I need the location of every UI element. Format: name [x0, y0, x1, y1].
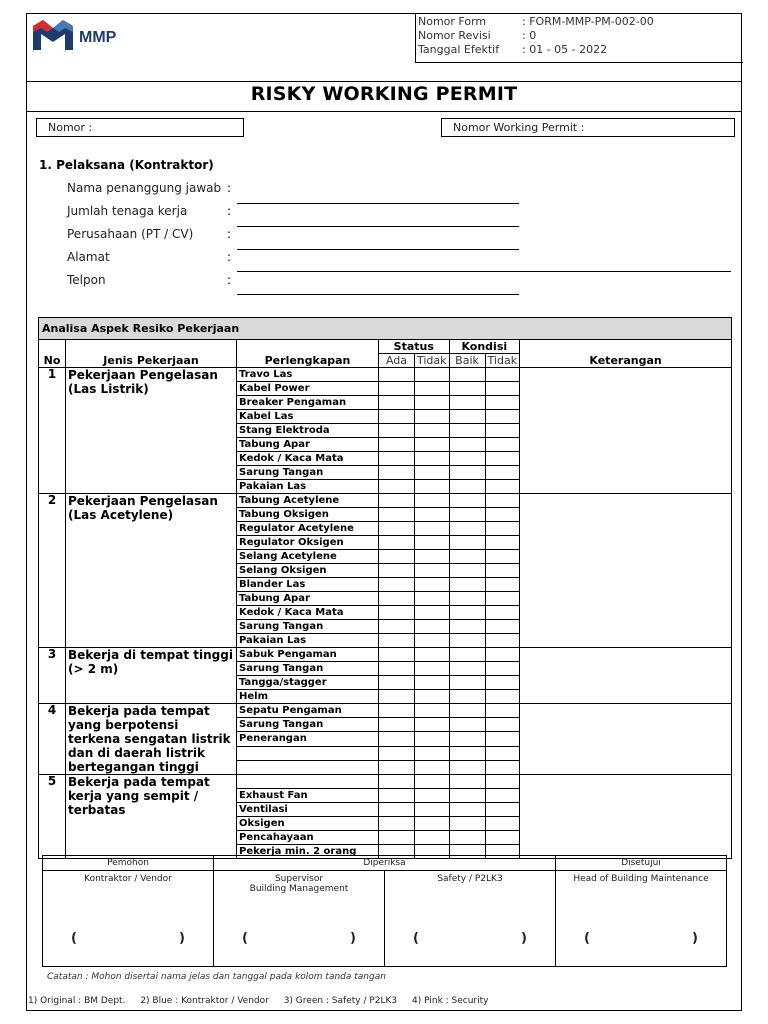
copy-original: 1) Original : BM Dept. — [28, 996, 126, 1006]
disetujui-header: Disetujui — [556, 856, 727, 871]
equipment-item: Travo Las — [237, 368, 379, 382]
input-perusahaan[interactable] — [237, 249, 519, 250]
keterangan-cell[interactable] — [520, 648, 732, 704]
equipment-item: Pekerja min. 2 orang — [237, 845, 379, 859]
status-tidak-cell[interactable] — [415, 662, 450, 676]
status-ada-cell[interactable] — [379, 592, 415, 606]
copy-blue: 2) Blue : Kontraktor / Vendor — [140, 996, 269, 1006]
table-row — [39, 494, 732, 508]
label-jumlah-tenaga-kerja: Jumlah tenaga kerja — [67, 204, 188, 218]
kondisi-baik-cell[interactable] — [449, 410, 485, 424]
equipment-item: Penerangan — [237, 732, 379, 746]
status-ada-cell[interactable] — [379, 480, 415, 494]
kondisi-baik-cell[interactable] — [449, 550, 485, 564]
kondisi-tidak-cell[interactable] — [485, 410, 520, 424]
status-tidak-cell[interactable] — [415, 508, 450, 522]
equipment-item: Kabel Power — [237, 382, 379, 396]
status-tidak-cell[interactable] — [415, 452, 450, 466]
kondisi-tidak-cell[interactable] — [485, 690, 520, 704]
keterangan-cell[interactable] — [520, 368, 732, 494]
col-header-status: Status — [379, 340, 450, 354]
equipment-item: Helm — [237, 690, 379, 704]
kondisi-tidak-cell[interactable] — [485, 718, 520, 732]
divider — [27, 81, 741, 82]
status-tidak-cell[interactable] — [415, 789, 450, 803]
kondisi-tidak-cell[interactable] — [485, 831, 520, 845]
equipment-item: Regulator Acetylene — [237, 522, 379, 536]
kondisi-baik-cell[interactable] — [449, 690, 485, 704]
kondisi-baik-cell[interactable] — [449, 789, 485, 803]
status-tidak-cell[interactable] — [415, 522, 450, 536]
col-header-perlengkapan: Perlengkapan — [237, 340, 379, 368]
status-ada-cell[interactable] — [379, 522, 415, 536]
meta-effective-date: Tanggal Efektif : 01 - 05 - 2022 — [418, 43, 608, 56]
label-alamat: Alamat — [67, 250, 110, 264]
form-meta-box — [415, 13, 743, 63]
company-logo — [31, 18, 141, 54]
kondisi-tidak-cell[interactable] — [485, 382, 520, 396]
job-type: Bekerja di tempat tinggi (> 2 m) — [66, 648, 237, 704]
kondisi-baik-cell[interactable] — [449, 494, 485, 508]
status-tidak-cell[interactable] — [415, 718, 450, 732]
kondisi-tidak-cell[interactable] — [485, 620, 520, 634]
status-ada-cell[interactable] — [379, 382, 415, 396]
equipment-item: Sarung Tangan — [237, 662, 379, 676]
kondisi-baik-cell[interactable] — [449, 536, 485, 550]
equipment-item: Sabuk Pengaman — [237, 648, 379, 662]
status-ada-cell[interactable] — [379, 452, 415, 466]
table-title: Analisa Aspek Resiko Pekerjaan — [39, 318, 732, 340]
kondisi-tidak-cell[interactable] — [485, 592, 520, 606]
status-ada-cell[interactable] — [379, 760, 415, 774]
keterangan-cell[interactable] — [520, 494, 732, 648]
status-tidak-cell[interactable] — [415, 775, 450, 789]
kondisi-baik-cell[interactable] — [449, 732, 485, 746]
status-tidak-cell[interactable] — [415, 396, 450, 410]
status-tidak-cell[interactable] — [415, 578, 450, 592]
kondisi-baik-cell[interactable] — [449, 452, 485, 466]
kondisi-tidak-cell[interactable] — [485, 578, 520, 592]
status-tidak-cell[interactable] — [415, 368, 450, 382]
keterangan-cell[interactable] — [520, 775, 732, 859]
kondisi-tidak-cell[interactable] — [485, 648, 520, 662]
status-ada-cell[interactable] — [379, 494, 415, 508]
equipment-item: Breaker Pengaman — [237, 396, 379, 410]
risk-analysis-table — [38, 317, 732, 859]
kondisi-baik-cell[interactable] — [449, 368, 485, 382]
status-tidak-cell[interactable] — [415, 606, 450, 620]
job-type: Pekerjaan Pengelasan (Las Acetylene) — [66, 494, 237, 648]
equipment-item: Oksigen — [237, 817, 379, 831]
signature-kontraktor[interactable]: Kontraktor / Vendor ( ) — [43, 871, 214, 967]
equipment-item: Sepatu Pengaman — [237, 704, 379, 718]
input-jumlah-tenaga-kerja[interactable] — [237, 226, 519, 227]
kondisi-baik-cell[interactable] — [449, 508, 485, 522]
kondisi-baik-cell[interactable] — [449, 382, 485, 396]
status-tidak-cell[interactable] — [415, 690, 450, 704]
equipment-item: Stang Elektroda — [237, 424, 379, 438]
equipment-item: Tangga/stagger — [237, 676, 379, 690]
status-ada-cell[interactable] — [379, 831, 415, 845]
status-tidak-cell[interactable] — [415, 634, 450, 648]
kondisi-baik-cell[interactable] — [449, 396, 485, 410]
label-nama-penanggung-jawab: Nama penanggung jawab — [67, 181, 222, 195]
kondisi-tidak-cell[interactable] — [485, 452, 520, 466]
job-type: Bekerja pada tempat yang berpotensi terkena sengatan listrik dan di daerah listrik bertegangan tinggi — [66, 704, 237, 775]
status-ada-cell[interactable] — [379, 676, 415, 690]
equipment-item — [237, 775, 379, 789]
kondisi-baik-cell[interactable] — [449, 634, 485, 648]
status-tidak-cell[interactable] — [415, 466, 450, 480]
equipment-item: Kedok / Kaca Mata — [237, 606, 379, 620]
row-number: 3 — [39, 648, 66, 704]
input-nama-penanggung-jawab[interactable] — [237, 203, 519, 204]
kondisi-tidak-cell[interactable] — [485, 536, 520, 550]
table-row — [39, 775, 732, 789]
copy-distribution — [28, 996, 501, 1006]
signature-note: Catatan : Mohon disertai nama jelas dan tanggal pada kolom tanda tangan — [47, 972, 386, 982]
kondisi-tidak-cell[interactable] — [485, 817, 520, 831]
kondisi-baik-cell[interactable] — [449, 578, 485, 592]
status-ada-cell[interactable] — [379, 508, 415, 522]
equipment-item: Pakaian Las — [237, 480, 379, 494]
col-header-tidak-kondisi: Tidak — [485, 354, 520, 368]
kondisi-baik-cell[interactable] — [449, 831, 485, 845]
equipment-item — [237, 746, 379, 760]
equipment-item: Selang Oksigen — [237, 564, 379, 578]
kondisi-baik-cell[interactable] — [449, 466, 485, 480]
signature-head-maintenance[interactable]: Head of Building Maintenance ( ) — [556, 871, 727, 967]
status-tidak-cell[interactable] — [415, 410, 450, 424]
status-ada-cell[interactable] — [379, 718, 415, 732]
status-ada-cell[interactable] — [379, 578, 415, 592]
copy-green: 3) Green : Safety / P2LK3 — [283, 996, 398, 1006]
status-tidak-cell[interactable] — [415, 704, 450, 718]
kondisi-tidak-cell[interactable] — [485, 438, 520, 452]
status-ada-cell[interactable] — [379, 368, 415, 382]
kondisi-baik-cell[interactable] — [449, 424, 485, 438]
kondisi-tidak-cell[interactable] — [485, 775, 520, 789]
status-tidak-cell[interactable] — [415, 831, 450, 845]
status-tidak-cell[interactable] — [415, 424, 450, 438]
kondisi-baik-cell[interactable] — [449, 620, 485, 634]
status-tidak-cell[interactable] — [415, 803, 450, 817]
equipment-item: Regulator Oksigen — [237, 536, 379, 550]
equipment-item: Tabung Acetylene — [237, 494, 379, 508]
section-pelaksana-title: 1. Pelaksana (Kontraktor) — [39, 158, 214, 172]
nomor-working-permit-field[interactable]: Nomor Working Permit : — [441, 118, 735, 137]
kondisi-tidak-cell[interactable] — [485, 424, 520, 438]
kondisi-baik-cell[interactable] — [449, 480, 485, 494]
equipment-item: Sarung Tangan — [237, 620, 379, 634]
equipment-item: Blander Las — [237, 578, 379, 592]
kondisi-baik-cell[interactable] — [449, 648, 485, 662]
status-ada-cell[interactable] — [379, 564, 415, 578]
col-header-baik: Baik — [449, 354, 485, 368]
kondisi-baik-cell[interactable] — [449, 606, 485, 620]
status-ada-cell[interactable] — [379, 803, 415, 817]
kondisi-tidak-cell[interactable] — [485, 704, 520, 718]
status-tidak-cell[interactable] — [415, 592, 450, 606]
label-perusahaan: Perusahaan (PT / CV) — [67, 227, 194, 241]
kondisi-tidak-cell[interactable] — [485, 508, 520, 522]
status-tidak-cell[interactable] — [415, 648, 450, 662]
status-tidak-cell[interactable] — [415, 564, 450, 578]
kondisi-tidak-cell[interactable] — [485, 550, 520, 564]
status-ada-cell[interactable] — [379, 550, 415, 564]
status-ada-cell[interactable] — [379, 438, 415, 452]
status-ada-cell[interactable] — [379, 424, 415, 438]
status-tidak-cell[interactable] — [415, 760, 450, 774]
kondisi-tidak-cell[interactable] — [485, 789, 520, 803]
status-ada-cell[interactable] — [379, 775, 415, 789]
status-ada-cell[interactable] — [379, 746, 415, 760]
input-telpon[interactable] — [237, 294, 519, 295]
approval-signature-table — [42, 855, 727, 967]
mmp-logo-icon — [31, 18, 141, 54]
table-row — [39, 704, 732, 718]
col-header-no: No — [39, 340, 66, 368]
col-header-kondisi: Kondisi — [449, 340, 520, 354]
kondisi-baik-cell[interactable] — [449, 662, 485, 676]
kondisi-tidak-cell[interactable] — [485, 746, 520, 760]
row-number: 1 — [39, 368, 66, 494]
kondisi-baik-cell[interactable] — [449, 522, 485, 536]
kondisi-baik-cell[interactable] — [449, 718, 485, 732]
col-header-tidak: Tidak — [415, 354, 450, 368]
kondisi-tidak-cell[interactable] — [485, 606, 520, 620]
kondisi-baik-cell[interactable] — [449, 803, 485, 817]
equipment-item: Sarung Tangan — [237, 466, 379, 480]
kondisi-tidak-cell[interactable] — [485, 676, 520, 690]
keterangan-cell[interactable] — [520, 704, 732, 775]
equipment-item: Sarung Tangan — [237, 718, 379, 732]
kondisi-baik-cell[interactable] — [449, 817, 485, 831]
equipment-item: Tabung Oksigen — [237, 508, 379, 522]
signature-supervisor[interactable]: Supervisor Building Management ( ) — [214, 871, 385, 967]
job-type: Bekerja pada tempat kerja yang sempit / terbatas — [66, 775, 237, 859]
signature-safety[interactable]: Safety / P2LK3 ( ) — [385, 871, 556, 967]
kondisi-tidak-cell[interactable] — [485, 396, 520, 410]
row-number: 5 — [39, 775, 66, 859]
status-ada-cell[interactable] — [379, 789, 415, 803]
status-tidak-cell[interactable] — [415, 620, 450, 634]
status-ada-cell[interactable] — [379, 690, 415, 704]
copy-pink: 4) Pink : Security — [412, 996, 489, 1006]
pemohon-header: Pemohon — [43, 856, 214, 871]
kondisi-baik-cell[interactable] — [449, 704, 485, 718]
kondisi-tidak-cell[interactable] — [485, 564, 520, 578]
meta-form-number: Nomor Form : FORM-MMP-PM-002-00 — [418, 15, 654, 28]
status-ada-cell[interactable] — [379, 648, 415, 662]
input-alamat[interactable] — [237, 271, 731, 272]
kondisi-tidak-cell[interactable] — [485, 480, 520, 494]
status-tidak-cell[interactable] — [415, 480, 450, 494]
status-ada-cell[interactable] — [379, 396, 415, 410]
kondisi-tidak-cell[interactable] — [485, 466, 520, 480]
status-tidak-cell[interactable] — [415, 746, 450, 760]
page-title: RISKY WORKING PERMIT — [250, 83, 518, 105]
kondisi-baik-cell[interactable] — [449, 592, 485, 606]
diperiksa-header: Diperiksa — [214, 856, 556, 871]
status-ada-cell[interactable] — [379, 620, 415, 634]
permit-form: MMP Nomor Form : FORM-MMP-PM-002-00 Nomor Revisi : 0 Tanggal Efektif : 01 - 05 - 2022 RISKY WORKING PERMIT Nomor : Nomor Working Permit : 1. Pelaksana (Kontraktor) Nama penanggung jawab : Jumlah tenaga kerja : Perusahaan (PT / CV) : Alamat : Telpon : Analisa Aspek Resiko Pekerjaan No Jenis Pekerjaan Perlengkapan Status Kondisi Keterangan Ada Tidak Baik Tidak 1 Pekerjaan Pengelasan (Las Listrik) Travo Las Kabel Power Breaker Pengaman Kabel Las Stang Elektroda Tabung Apar Kedok / Kaca Mata Sarung Tangan Pakaian Las 2 Pekerjaan Pengelasan (Las Acetylene) Tabung Acetylene Tabung Oksigen Regulator Acetylene Regulator Oksigen Selang Acetylene Selang Oksigen Blander Las Tabung Apar Kedok / Kaca Mata Sarung Tangan Pakaian Las 3 Bekerja di tempat tinggi (> 2 m) Sabuk Pengaman Sarung Tangan Tangga/stagger Helm 4 Bekerja pada tempat yang berpotensi terkena sengatan listrik dan di daerah listrik bertegangan tinggi Sepatu Pengaman Sarung Tangan Penerangan 5 Bekerja pada tempat kerja yang sempit / terbatas Exhaust Fan Ventilasi Oksigen Pencahayaan Pekerja min. 2 orang Pemohon Diperiksa Disetujui Kontraktor / Vendor ( ) Supervisor Building Management ( ) Safety / P2LK3 ( ) Head of Building Maintenance ( ) Catatan : Mohon disertai nama jelas dan tanggal pada kolom tanda tangan — [26, 13, 742, 1011]
kondisi-baik-cell[interactable] — [449, 564, 485, 578]
kondisi-tidak-cell[interactable] — [485, 803, 520, 817]
kondisi-baik-cell[interactable] — [449, 676, 485, 690]
equipment-item: Ventilasi — [237, 803, 379, 817]
kondisi-tidak-cell[interactable] — [485, 732, 520, 746]
equipment-item: Selang Acetylene — [237, 550, 379, 564]
equipment-item: Kedok / Kaca Mata — [237, 452, 379, 466]
row-number: 4 — [39, 704, 66, 775]
kondisi-tidak-cell[interactable] — [485, 760, 520, 774]
kondisi-baik-cell[interactable] — [449, 760, 485, 774]
status-tidak-cell[interactable] — [415, 536, 450, 550]
equipment-item: Kabel Las — [237, 410, 379, 424]
status-ada-cell[interactable] — [379, 662, 415, 676]
nomor-field[interactable]: Nomor : — [36, 118, 244, 137]
status-ada-cell[interactable] — [379, 466, 415, 480]
status-tidak-cell[interactable] — [415, 494, 450, 508]
kondisi-baik-cell[interactable] — [449, 746, 485, 760]
kondisi-tidak-cell[interactable] — [485, 662, 520, 676]
col-header-keterangan: Keterangan — [520, 340, 732, 368]
equipment-item: Tabung Apar — [237, 592, 379, 606]
kondisi-tidak-cell[interactable] — [485, 494, 520, 508]
meta-revision: Nomor Revisi : 0 — [418, 29, 537, 42]
equipment-item: Exhaust Fan — [237, 789, 379, 803]
status-tidak-cell[interactable] — [415, 732, 450, 746]
status-tidak-cell[interactable] — [415, 550, 450, 564]
status-ada-cell[interactable] — [379, 634, 415, 648]
kondisi-baik-cell[interactable] — [449, 438, 485, 452]
equipment-item — [237, 760, 379, 774]
status-ada-cell[interactable] — [379, 732, 415, 746]
equipment-item: Tabung Apar — [237, 438, 379, 452]
equipment-item: Pencahayaan — [237, 831, 379, 845]
status-tidak-cell[interactable] — [415, 438, 450, 452]
row-number: 2 — [39, 494, 66, 648]
kondisi-baik-cell[interactable] — [449, 775, 485, 789]
label-telpon: Telpon — [67, 273, 106, 287]
status-ada-cell[interactable] — [379, 606, 415, 620]
kondisi-tidak-cell[interactable] — [485, 522, 520, 536]
status-ada-cell[interactable] — [379, 704, 415, 718]
kondisi-tidak-cell[interactable] — [485, 634, 520, 648]
status-ada-cell[interactable] — [379, 410, 415, 424]
col-header-ada: Ada — [379, 354, 415, 368]
status-tidak-cell[interactable] — [415, 382, 450, 396]
kondisi-tidak-cell[interactable] — [485, 368, 520, 382]
status-ada-cell[interactable] — [379, 817, 415, 831]
table-row — [39, 648, 732, 662]
table-row — [39, 368, 732, 382]
divider — [27, 111, 741, 112]
status-tidak-cell[interactable] — [415, 676, 450, 690]
logo-text: MMP — [79, 29, 117, 46]
col-header-jenis: Jenis Pekerjaan — [66, 340, 237, 368]
job-type: Pekerjaan Pengelasan (Las Listrik) — [66, 368, 237, 494]
status-ada-cell[interactable] — [379, 536, 415, 550]
equipment-item: Pakaian Las — [237, 634, 379, 648]
status-tidak-cell[interactable] — [415, 817, 450, 831]
